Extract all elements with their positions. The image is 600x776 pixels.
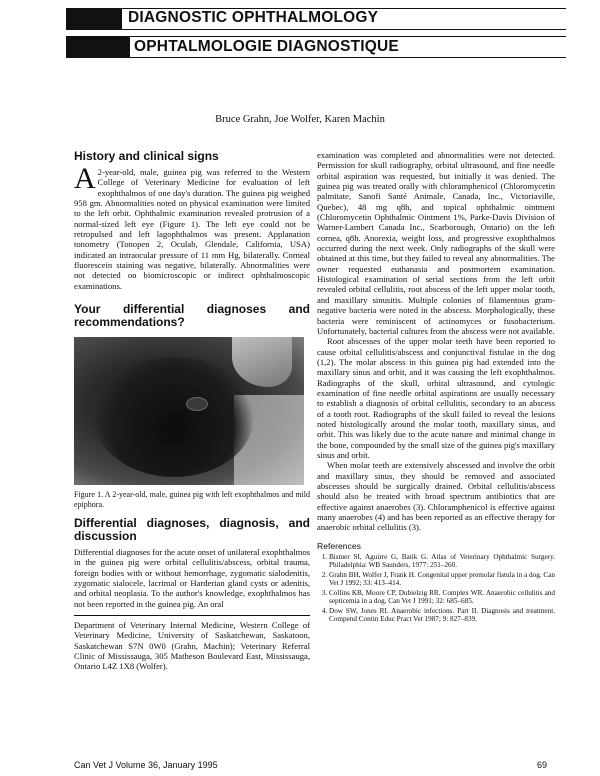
- page-number: 69: [537, 760, 548, 770]
- reference-item: 4. Dow SW, Jones RI. Anaerobic infections. Part II. Diagnosis and treatment. Compend Contin Educ Pract Vet 1987; 9: 827–839.: [329, 607, 555, 624]
- reference-item: 2. Grahn BH, Wolfer J, Frank H. Congenital upper premolar fistula in a dog. Can Vet J 1992; 33: 413–414.: [329, 571, 555, 588]
- banner-rule-bottom: [122, 57, 566, 58]
- figure-1-photo: [74, 337, 304, 485]
- body-paragraph-2: Root abscesses of the upper molar teeth have been reported to cause orbital cellulitis/abscess and conjunctival fistulae in the dog (1,2). The molar abscess in this guinea pig had extended into the maxillary sinus and orbit, and it was causing the left exophthalmos. Radiographs of the skull, orbital ultrasound, and cytologic examination of fine needle orbital aspirations are usually necessary to establish a diagnosis of orbital cellulitis, secondary to an abscess of a tooth root. Radiographs of the skull failed to reveal the lesions noted histologically around the molar tooth, maxillary sinus, and orbit. This was likely due to the acute nature and minimal change in the bone, compounded by the small size of the guinea pig's maxillary sinus and orbit.: [317, 336, 555, 460]
- section-banner: [66, 8, 566, 64]
- fur-shape: [94, 357, 254, 477]
- ear-shape: [232, 337, 292, 387]
- banner-english: [66, 8, 566, 30]
- references-heading: References: [317, 540, 361, 551]
- heading-differential: Your differential diagnoses and recommendations?: [74, 302, 310, 330]
- banner-block: [66, 36, 130, 58]
- author-affiliation: Department of Veterinary Internal Medicine, Western College of Veterinary Medicine, University of Saskatchewan, Saskatoon, Saskatchewan S7N 0W0 (Grahn, Machin); Veterinary Referral Clinic of Mississauga, 305 Matheson Boulevard East, Mississauga, Ontario L4Z 1X8 (Wolfer).: [74, 620, 310, 672]
- left-column: [74, 150, 310, 671]
- drop-cap: A: [74, 162, 96, 195]
- references-list: [317, 553, 555, 623]
- banner-french: [66, 36, 566, 58]
- body-paragraph-1: examination was completed and abnormalities were not detected. Permission for skull radiography, orbital ultrasound, and fine needle orbital aspiration was requested, but initially it was denied. The guinea pig was treated orally with chloramphenicol (Chloromycetin palmitate, Sanofi Santé Animale, Canada, Inc., Victoriaville, Quebec), 48 mg q8h, and topical ophthalmic ointment (Chloromycetin Ophthalmic Ointment 1%, Parke-Davis Division of Warner-Lambert Canada Inc., Scarborough, Ontario) on the left cornea, q8h. Anorexia, weight loss, and progressive exophthalmos occurred during the next week. Only radiographs of the skull were obtained at this time, but they failed to reveal any abnormalities. The owner requested euthanasia and postmortem examination. Histological examination of serial sections from the left orbit revealed orbital cellulitis, root abscess of the left upper molar tooth, and maxillary sinusitis. Multiple colonies of filamentous gram-negative bacteria were noted in the abscess. Morphologically, these bacteria were reminiscent of actinomyces or fusobacterium. Unfortunately, bacterial cultures from the abscess were not available.: [317, 150, 555, 336]
- banner-title-french: OPHTALMOLOGIE DIAGNOSTIQUE: [134, 38, 399, 55]
- heading-history: History and clinical signs: [74, 149, 219, 163]
- reference-item: 3. Collins KB, Moore CP, Dubielzig RR. Complex WR. Anaerobic cellulitis and septicemia in a dog. Can Vet J 1991; 32: 685–685.: [329, 589, 555, 606]
- figure-caption: Figure 1. A 2-year-old, male, guinea pig with left exophthalmos and mild epiphora.: [74, 490, 310, 509]
- journal-citation: Can Vet J Volume 36, January 1995: [74, 760, 218, 770]
- history-paragraph: [74, 162, 310, 291]
- banner-rule-bottom: [122, 29, 566, 30]
- banner-rule-top: [122, 36, 566, 37]
- reference-item: 1. Bistner SI, Aguirre G, Batik G. Atlas of Veterinary Ophthalmic Surgery. Philadelphia: WB Saunders, 1977: 251–260.: [329, 553, 555, 570]
- body-paragraph-3: When molar teeth are extensively abscessed and involve the orbit and maxillary sinus, they should be removed and associated abscesses should be surgically drained. Orbital cellulitis/abscess should also be treated with broad spectrum antibiotics that are effective against anaerobes (3). Chloramphenicol is effective against many anaerobes (4) and has been reported as an effective therapy for anaerobic orbital cellulitis (3).: [317, 460, 555, 533]
- banner-title-english: DIAGNOSTIC OPHTHALMOLOGY: [128, 9, 379, 26]
- author-line: Bruce Grahn, Joe Wolfer, Karen Machin: [215, 114, 385, 125]
- banner-block: [66, 8, 122, 30]
- history-text: 2-year-old, male, guinea pig was referred to the Western College of Veterinary Medicine for evaluation of left exophthalmos of one day's duration. The guinea pig weighed 958 gm. Abnormalities noted on physical examination were limited to the left orbit. Ophthalmic examination revealed protrusion of a normal-sized left eye (Figure 1). The left eye could not be retropulsed and left lagophthalmos was present. Applanation tonometry (Tonopen 2, Oculab, Glendale, California, USA) indicated an intraocular pressure of 11 mm Hg, bilaterally. Corneal fluorescein staining was negative, bilaterally. Abnormalities were not detected on biomicroscopic or indirect ophthalmoscopic examinations.: [74, 167, 310, 291]
- heading-discussion: Differential diagnoses, diagnosis, and discussion: [74, 515, 310, 543]
- affiliation-divider: [74, 615, 310, 616]
- right-column: [317, 150, 555, 624]
- discussion-paragraph: Differential diagnoses for the acute onset of unilateral exophthalmos in the guinea pig were orbital cellulitis/abscess, orbital trauma, foreign bodies with or without hemorrhage, zygomatic sialodenitis, zygomatic sialocele, lacrimal or Harderian gland cysts or adenitis, and orbital neoplasia. To the author's knowledge, exophthalmos has not been reported in the guinea pig. An oral: [74, 546, 310, 609]
